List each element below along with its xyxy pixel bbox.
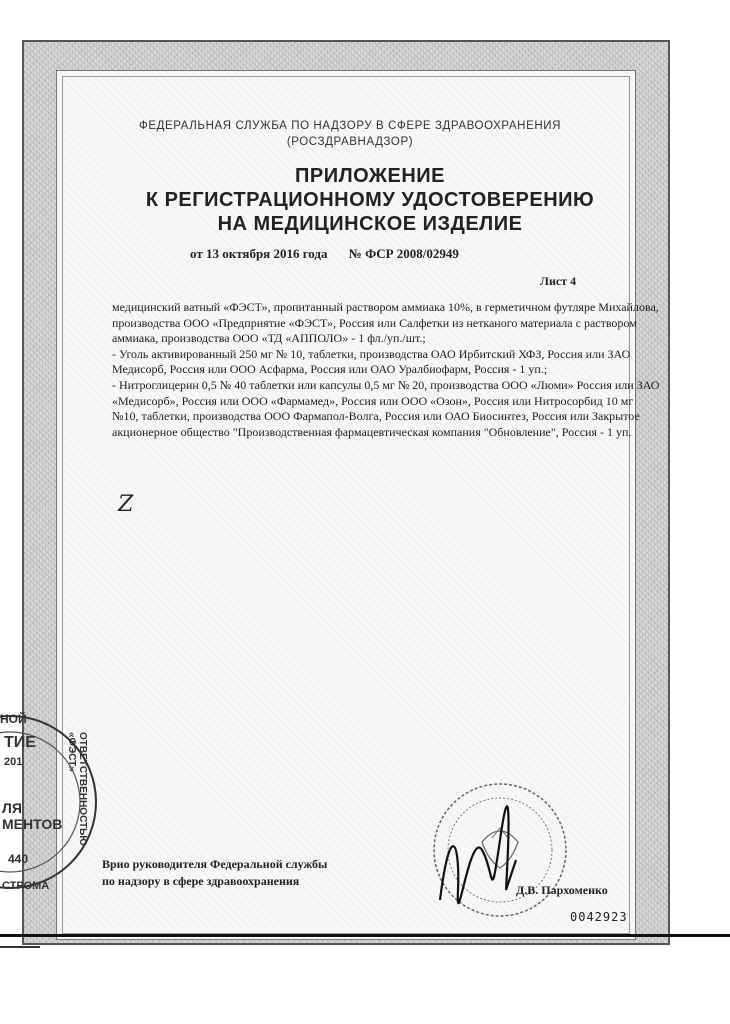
- left-stamp-text-4: ЛЯ: [2, 800, 22, 816]
- signature-scribble: [430, 780, 570, 920]
- signatory-name: Д.В. Пархоменко: [516, 883, 608, 897]
- left-stamp-text-5: МЕНТОВ: [2, 816, 63, 832]
- registration-date: от 13 октября 2016 года: [190, 246, 328, 261]
- agency-header: [100, 118, 600, 150]
- bottom-edge-line-short: [0, 946, 40, 948]
- agency-abbrev: (РОСЗДРАВНАДЗОР): [286, 136, 414, 148]
- agency-name: ФЕДЕРАЛЬНАЯ СЛУЖБА ПО НАДЗОРУ В СФЕРЕ ЗДРАВООХРАНЕНИЯ: [138, 120, 562, 132]
- left-stamp-arc-text: ОТВЕТСТВЕННОСТЬЮ «ФЭСТ»: [66, 732, 88, 846]
- title-line-2: К РЕГИСТРАЦИОННОМУ УДОСТОВЕРЕНИЮ: [145, 189, 595, 211]
- official-seal: [430, 780, 570, 920]
- left-stamp-text-2: ТИЕ: [4, 734, 36, 751]
- body-paragraph-2: - Уголь активированный 250 мг № 10, таблетки, производства ОАО Ирбитский ХФЗ, Россия или ЗАО Медисорб, Россия или ООО Асфарма, Россия или ОАО Уралбиофарм, Россия - 1 уп.;: [112, 346, 631, 377]
- body-paragraph-1: медицинский ватный «ФЭСТ», пропитанный раствором аммиака 10%, в герметичном футляре Михайлова, производства ООО «Предприятие «ФЭСТ», Россия или Салфетки из нетканого материала с раствором аммиака, производства ООО «ТД «АППОЛО» - 1 фл./уп./шт.;: [112, 300, 659, 346]
- registration-dateline: [190, 246, 590, 262]
- bottom-edge-line: [0, 934, 730, 937]
- left-stamp-text-6: 440: [8, 852, 29, 866]
- body-text: [112, 300, 660, 440]
- title-line-3: НА МЕДИЦИНСКОЕ ИЗДЕЛИЕ: [217, 213, 523, 235]
- document-title: [100, 164, 640, 236]
- left-stamp-text-3: 201: [4, 756, 23, 768]
- handwritten-mark: Z: [118, 492, 134, 517]
- sheet-number: Лист 4: [540, 274, 577, 288]
- signatory-role-line-2: по надзору в сфере здравоохранения: [102, 874, 300, 888]
- left-stamp-text-1: НОЙ: [0, 712, 27, 726]
- left-stamp-text-7: СТРОМА: [2, 880, 50, 892]
- serial-number: 0042923: [570, 910, 628, 924]
- signatory-role: [102, 856, 402, 890]
- registration-number: № ФСР 2008/02949: [348, 246, 459, 261]
- left-stamp: [0, 712, 110, 912]
- title-line-1: ПРИЛОЖЕНИЕ: [295, 165, 445, 187]
- body-paragraph-3: - Нитроглицерин 0,5 № 40 таблетки или капсулы 0,5 мг № 20, производства ООО «Люми» Россия или ЗАО «Медисорб», Россия или ООО «Фармамед», Россия или ООО «Озон», Россия или Нитросорбид 10 мг №10, таблетки, производства ООО Фармапол-Волга, Россия или ОАО Биосинтез, Россия или Закрытое акционерное общество "Производственная фармацевтическая компания "Обновление", Россия - 1 уп.: [112, 377, 660, 439]
- signatory-role-line-1: Врио руководителя Федеральной службы: [102, 857, 328, 871]
